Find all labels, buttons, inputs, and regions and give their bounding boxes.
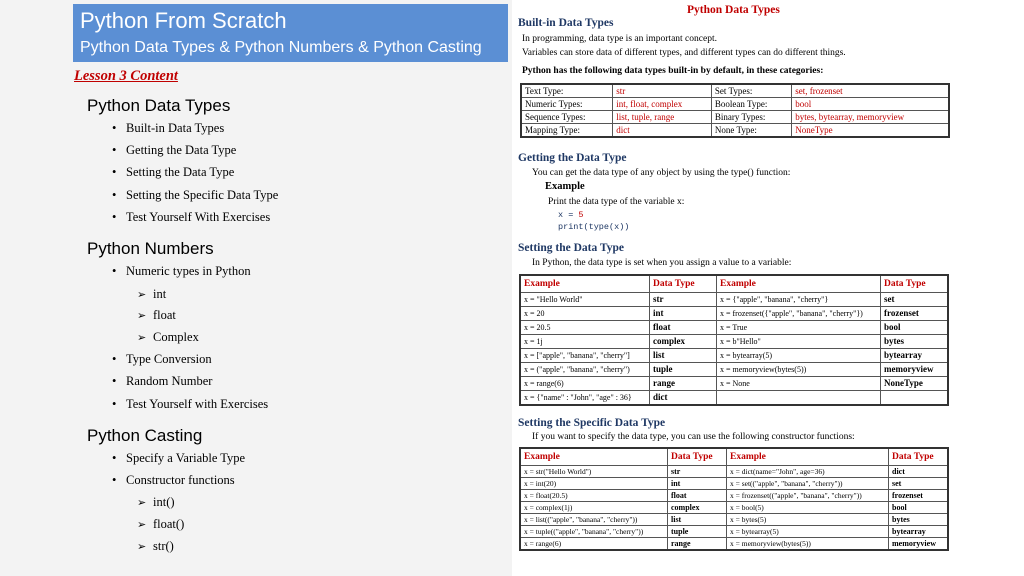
- doc-title: Python Data Types: [687, 4, 780, 16]
- table-cell: Boolean Type:: [711, 98, 791, 111]
- table-cell: x = ["apple", "banana", "cherry"]: [520, 349, 650, 363]
- table-row: [520, 490, 948, 502]
- table-cell: x = complex(1j): [520, 502, 668, 514]
- table-cell: set: [889, 478, 949, 490]
- table-cell: x = 20: [520, 307, 650, 321]
- table-row: [520, 538, 948, 551]
- table-cell: Example: [520, 448, 668, 466]
- table-cell: x = bytearray(5): [727, 526, 889, 538]
- table-cell: x = b"Hello": [717, 335, 881, 349]
- code-line: x = 5: [558, 210, 584, 220]
- table-cell: str: [650, 293, 717, 307]
- table-cell: Example: [520, 275, 650, 293]
- table-cell: x = set(("apple", "banana", "cherry")): [727, 478, 889, 490]
- table-cell: Data Type: [881, 275, 949, 293]
- heading-getting: Getting the Data Type: [518, 152, 627, 164]
- table-cell: [881, 391, 949, 406]
- paragraph: Python has the following data types built-in by default, in these categories:: [522, 66, 824, 76]
- table-row: [521, 124, 949, 138]
- table-cell: x = bool(5): [727, 502, 889, 514]
- table-row: [520, 502, 948, 514]
- table-cell: Mapping Type:: [521, 124, 613, 138]
- outline-item: • Setting the Specific Data Type: [112, 188, 279, 202]
- outline-item: • Numeric types in Python: [112, 264, 251, 278]
- table-cell: bytes, bytearray, memoryview: [792, 111, 949, 124]
- table-cell: memoryview: [889, 538, 949, 551]
- table-cell: NoneType: [881, 377, 949, 391]
- table-cell: int, float, complex: [613, 98, 712, 111]
- table-cell: frozenset: [881, 307, 949, 321]
- outline-subitem: ➢ float(): [137, 517, 185, 531]
- table-cell: list: [668, 514, 727, 526]
- table-cell: bool: [881, 321, 949, 335]
- outline-subitem: ➢ Complex: [137, 330, 199, 344]
- outline-item: • Random Number: [112, 374, 213, 388]
- table-row: [520, 307, 948, 321]
- paragraph: Print the data type of the variable x:: [548, 197, 685, 207]
- arrow-bullet-icon: ➢: [137, 519, 147, 531]
- table-cell: x = range(6): [520, 538, 668, 551]
- outline-item: • Test Yourself with Exercises: [112, 397, 269, 411]
- arrow-bullet-icon: ➢: [137, 289, 147, 301]
- table-row: [520, 349, 948, 363]
- table-cell: set: [881, 293, 949, 307]
- table-cell: x = True: [717, 321, 881, 335]
- table-cell: dict: [889, 466, 949, 478]
- outline-subitem: ➢ int(): [137, 495, 175, 509]
- table-row: [520, 293, 948, 307]
- lesson-label: Lesson 3 Content: [74, 68, 178, 84]
- document-page: [512, 0, 1024, 576]
- table-cell: dict: [613, 124, 712, 138]
- table-cell: x = None: [717, 377, 881, 391]
- table-cell: x = str("Hello World"): [520, 466, 668, 478]
- builtin-types-table: [520, 83, 950, 138]
- table-row: [520, 335, 948, 349]
- table-cell: tuple: [668, 526, 727, 538]
- table-cell: Example: [717, 275, 881, 293]
- outline-item: • Type Conversion: [112, 352, 212, 366]
- table-cell: None Type:: [711, 124, 791, 138]
- table-cell: float: [650, 321, 717, 335]
- table-cell: Data Type: [650, 275, 717, 293]
- table-header-row: [520, 275, 948, 293]
- table-cell: Text Type:: [521, 84, 613, 98]
- table-row: [521, 111, 949, 124]
- paragraph: You can get the data type of any object by using the type() function:: [532, 168, 791, 178]
- arrow-bullet-icon: ➢: [137, 497, 147, 509]
- table-cell: x = 1j: [520, 335, 650, 349]
- table-cell: x = tuple(("apple", "banana", "cherry")): [520, 526, 668, 538]
- table-cell: tuple: [650, 363, 717, 377]
- table-cell: x = memoryview(bytes(5)): [727, 538, 889, 551]
- table-cell: frozenset: [889, 490, 949, 502]
- table-cell: x = {"apple", "banana", "cherry"}: [717, 293, 881, 307]
- table-row: [520, 478, 948, 490]
- section-heading-data-types: Python Data Types: [87, 96, 231, 115]
- table-cell: Example: [727, 448, 889, 466]
- constructor-table: [519, 447, 949, 551]
- outline-item: • Built-in Data Types: [112, 121, 225, 135]
- outline-item: • Constructor functions: [112, 473, 235, 487]
- table-cell: bytes: [889, 514, 949, 526]
- table-row: [520, 391, 948, 406]
- table-cell: x = float(20.5): [520, 490, 668, 502]
- table-cell: x = 20.5: [520, 321, 650, 335]
- table-cell: set, frozenset: [792, 84, 949, 98]
- code-line: print(type(x)): [558, 222, 630, 232]
- outline-subitem: ➢ float: [137, 308, 176, 322]
- table-cell: bytearray: [889, 526, 949, 538]
- table-cell: int: [650, 307, 717, 321]
- outline-item: • Setting the Data Type: [112, 165, 235, 179]
- paragraph: If you want to specify the data type, you can use the following constructor functions:: [532, 432, 855, 442]
- heading-builtin: Built-in Data Types: [518, 17, 614, 29]
- title-banner: [73, 4, 508, 62]
- table-cell: bool: [889, 502, 949, 514]
- table-cell: str: [668, 466, 727, 478]
- table-cell: complex: [650, 335, 717, 349]
- table-row: [521, 98, 949, 111]
- section-heading-casting: Python Casting: [87, 426, 203, 445]
- table-row: [520, 377, 948, 391]
- table-header-row: [520, 448, 948, 466]
- banner-title: Python From Scratch: [80, 8, 287, 33]
- table-cell: x = frozenset(("apple", "banana", "cherry")): [727, 490, 889, 502]
- table-cell: x = {"name" : "John", "age" : 36}: [520, 391, 650, 406]
- table-cell: str: [613, 84, 712, 98]
- arrow-bullet-icon: ➢: [137, 541, 147, 553]
- outline-item: • Test Yourself With Exercises: [112, 210, 271, 224]
- table-cell: float: [668, 490, 727, 502]
- table-cell: range: [650, 377, 717, 391]
- outline-item: • Getting the Data Type: [112, 143, 237, 157]
- table-cell: complex: [668, 502, 727, 514]
- table-cell: dict: [650, 391, 717, 406]
- table-cell: NoneType: [792, 124, 949, 138]
- table-cell: list: [650, 349, 717, 363]
- table-cell: x = int(20): [520, 478, 668, 490]
- outline-subitem: ➢ int: [137, 287, 167, 301]
- table-cell: x = bytes(5): [727, 514, 889, 526]
- table-cell: memoryview: [881, 363, 949, 377]
- arrow-bullet-icon: ➢: [137, 310, 147, 322]
- table-cell: x = range(6): [520, 377, 650, 391]
- table-cell: bool: [792, 98, 949, 111]
- table-cell: [717, 391, 881, 406]
- table-cell: range: [668, 538, 727, 551]
- paragraph: In programming, data type is an important concept.: [522, 34, 717, 44]
- table-cell: x = memoryview(bytes(5)): [717, 363, 881, 377]
- table-cell: x = dict(name="John", age=36): [727, 466, 889, 478]
- table-cell: list, tuple, range: [613, 111, 712, 124]
- setting-types-table: [519, 274, 949, 406]
- heading-setting: Setting the Data Type: [518, 242, 624, 254]
- table-cell: x = ("apple", "banana", "cherry"): [520, 363, 650, 377]
- paragraph: Variables can store data of different types, and different types can do different things.: [522, 48, 846, 58]
- heading-specific: Setting the Specific Data Type: [518, 417, 666, 429]
- table-cell: x = bytearray(5): [717, 349, 881, 363]
- table-row: [520, 466, 948, 478]
- table-cell: Numeric Types:: [521, 98, 613, 111]
- arrow-bullet-icon: ➢: [137, 332, 147, 344]
- section-heading-numbers: Python Numbers: [87, 239, 214, 258]
- table-cell: Binary Types:: [711, 111, 791, 124]
- table-cell: x = "Hello World": [520, 293, 650, 307]
- table-row: [520, 363, 948, 377]
- table-cell: bytearray: [881, 349, 949, 363]
- outline-item: • Specify a Variable Type: [112, 451, 246, 465]
- table-cell: x = frozenset({"apple", "banana", "cherry"}): [717, 307, 881, 321]
- example-label: Example: [545, 181, 585, 192]
- table-cell: Sequence Types:: [521, 111, 613, 124]
- paragraph: In Python, the data type is set when you assign a value to a variable:: [532, 258, 792, 268]
- table-row: [521, 84, 949, 98]
- table-cell: bytes: [881, 335, 949, 349]
- table-row: [520, 514, 948, 526]
- table-cell: Data Type: [889, 448, 949, 466]
- table-row: [520, 526, 948, 538]
- outline-subitem: ➢ str(): [137, 539, 174, 553]
- banner-subtitle: Python Data Types & Python Numbers & Python Casting: [80, 39, 482, 56]
- table-cell: Data Type: [668, 448, 727, 466]
- table-cell: x = list(("apple", "banana", "cherry")): [520, 514, 668, 526]
- table-row: [520, 321, 948, 335]
- table-cell: int: [668, 478, 727, 490]
- table-cell: Set Types:: [711, 84, 791, 98]
